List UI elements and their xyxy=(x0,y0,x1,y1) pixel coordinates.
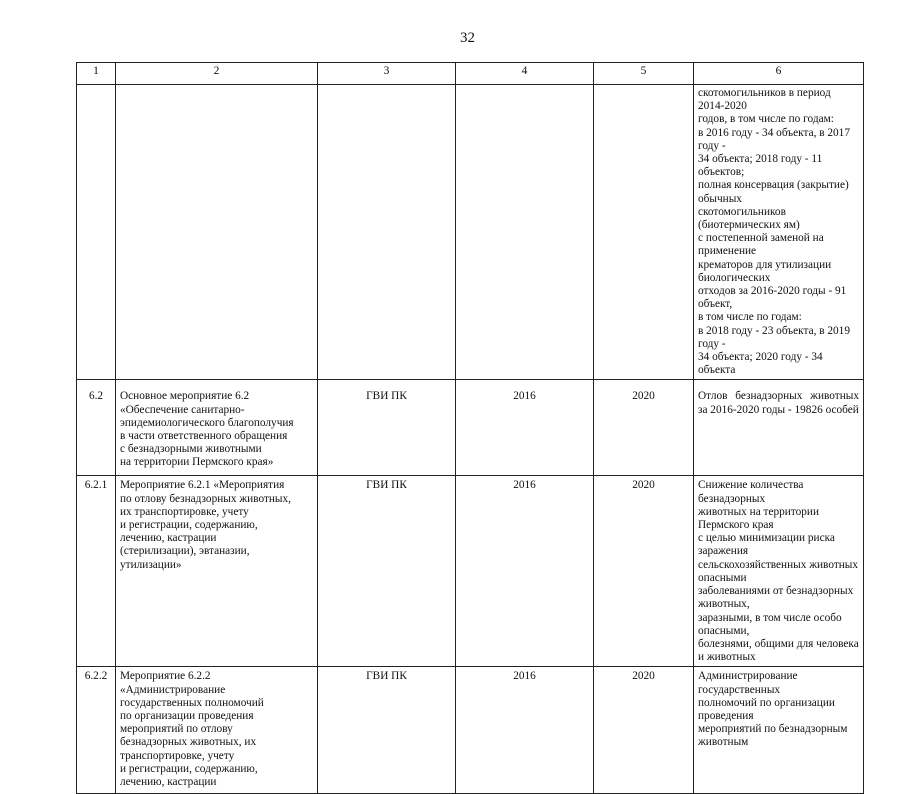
row-result-cell: Снижение количества безнадзорных животных на территории Пермского края с целью минимизации риска заражения сельскохозяйственных животных опасными заболеваниями от безнадзорных животных, заразными, в том числе особо опасными, болезнями, общими для человека и животных xyxy=(694,476,864,667)
program-measures-table xyxy=(76,62,864,794)
row-executor-cell xyxy=(318,85,456,380)
column-header-5: 5 xyxy=(594,63,694,85)
row-executor-cell: ГВИ ПК xyxy=(318,667,456,794)
row-name-cell: Мероприятие 6.2.2 «Администрирование государственных полномочий по организации проведения мероприятий по отлову безнадзорных животных, их транспортировке, учету и регистрации, содержанию, лечению, кастрации xyxy=(116,667,318,794)
row-result-cell: скотомогильников в период 2014-2020 годов, в том числе по годам: в 2016 году - 34 объекта, в 2017 году - 34 объекта; 2018 году - 11 объектов; полная консервация (закрытие) обычных скотомогильников (биотермических ям) с постепенной заменой на применение крематоров для утилизации биологических отходов за 2016-2020 годы - 91 объект, в том числе по годам: в 2018 году - 23 объекта, в 2019 году - 34 объекта; 2020 году - 34 объекта xyxy=(694,85,864,380)
column-header-3: 3 xyxy=(318,63,456,85)
column-header-1: 1 xyxy=(77,63,116,85)
row-start-year-cell: 2016 xyxy=(456,380,594,476)
row-name-cell xyxy=(116,85,318,380)
row-executor-cell: ГВИ ПК xyxy=(318,380,456,476)
column-header-6: 6 xyxy=(694,63,864,85)
row-result-line: Отлов безнадзорных животных xyxy=(698,390,859,403)
table-row xyxy=(77,667,864,794)
table-row xyxy=(77,85,864,380)
row-name-cell: Основное мероприятие 6.2 «Обеспечение санитарно- эпидемиологического благополучия в части ответственного обращения с безнадзорными животными на территории Пермского края» xyxy=(116,380,318,476)
table-row xyxy=(77,476,864,667)
row-end-year-cell xyxy=(594,85,694,380)
row-name-cell: Мероприятие 6.2.1 «Мероприятия по отлову безнадзорных животных, их транспортировке, учету и регистрации, содержанию, лечению, кастрации (стерилизации), эвтаназии, утилизации» xyxy=(116,476,318,667)
row-result-line: за 2016-2020 годы - 19826 особей xyxy=(698,403,859,416)
row-result-cell: Администрирование государственных полномочий по организации проведения мероприятий по безнадзорным животным xyxy=(694,667,864,794)
table-row xyxy=(77,380,864,476)
row-end-year-cell: 2020 xyxy=(594,380,694,476)
column-header-4: 4 xyxy=(456,63,594,85)
row-start-year-cell: 2016 xyxy=(456,476,594,667)
row-code-cell: 6.2.2 xyxy=(77,667,116,794)
row-end-year-cell: 2020 xyxy=(594,667,694,794)
row-start-year-cell xyxy=(456,85,594,380)
row-executor-cell: ГВИ ПК xyxy=(318,476,456,667)
row-code-cell: 6.2 xyxy=(77,380,116,476)
row-end-year-cell: 2020 xyxy=(594,476,694,667)
row-start-year-cell: 2016 xyxy=(456,667,594,794)
column-header-2: 2 xyxy=(116,63,318,85)
row-code-cell: 6.2.1 xyxy=(77,476,116,667)
row-result-cell xyxy=(694,380,864,476)
row-code-cell xyxy=(77,85,116,380)
page-number: 32 xyxy=(460,30,475,46)
table-header-row xyxy=(77,63,864,85)
